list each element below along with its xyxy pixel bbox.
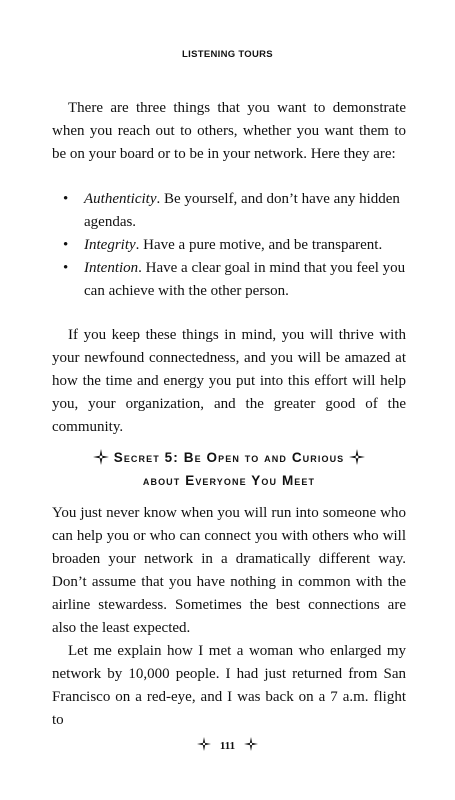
bullet-dot: • xyxy=(63,260,69,276)
body-paragraph-2: Let me explain how I met a woman who enlarged my network by 10,000 people. I had just returned from San Francisco on a red-eye, and I was back on a 7 a.m. flight to xyxy=(52,643,406,728)
compass-ornament-icon xyxy=(349,449,365,465)
intro-paragraph xyxy=(52,97,406,166)
section-heading xyxy=(52,446,406,492)
bullet-item-authenticity xyxy=(62,188,408,234)
compass-ornament-icon xyxy=(197,737,211,751)
closing-text: If you keep these things in mind, you will thrive with your newfound connectedness, and you will be amazed at how the time and energy you put into this effort will help you, your organization, and the greater good of the community. xyxy=(52,327,406,435)
bullet-text: . Have a clear goal in mind that you feel you can achieve with the other person. xyxy=(84,260,406,299)
compass-ornament-icon xyxy=(93,449,109,465)
page-number: 111 xyxy=(219,740,236,752)
bullet-dot: • xyxy=(63,237,69,253)
body-paragraph-1: You just never know when you will run into someone who can help you or who can connect you with others who will broaden your network in a dramatically different way. Don’t assume that you have nothing in common with the airline stewardess. Sometimes the best connections are also the least expected. xyxy=(52,505,406,636)
closing-paragraph xyxy=(52,324,406,439)
heading-line-1 xyxy=(52,446,406,469)
heading-text-1: Secret 5: Be Open to and Curious xyxy=(113,450,345,465)
heading-line-2: about Everyone You Meet xyxy=(142,473,316,488)
bullet-dot: • xyxy=(63,191,69,207)
bullet-text: . Be yourself, and don’t have any hidden agendas. xyxy=(84,191,400,230)
bullet-term: Intention xyxy=(84,260,139,276)
bullet-list xyxy=(62,188,408,303)
intro-text: There are three things that you want to demonstrate when you reach out to others, whether you want them to be on your board or to be in your network. Here they are: xyxy=(52,100,406,162)
running-head: LISTENING TOURS xyxy=(182,49,273,60)
bullet-item-integrity xyxy=(62,234,408,257)
bullet-term: Authenticity xyxy=(84,191,157,207)
bullet-term: Integrity xyxy=(84,237,136,253)
bullet-text: . Have a pure motive, and be transparent. xyxy=(135,237,383,253)
compass-ornament-icon xyxy=(244,737,258,751)
bullet-item-intention xyxy=(62,257,408,303)
body-text xyxy=(52,502,406,732)
page-footer xyxy=(0,737,455,752)
